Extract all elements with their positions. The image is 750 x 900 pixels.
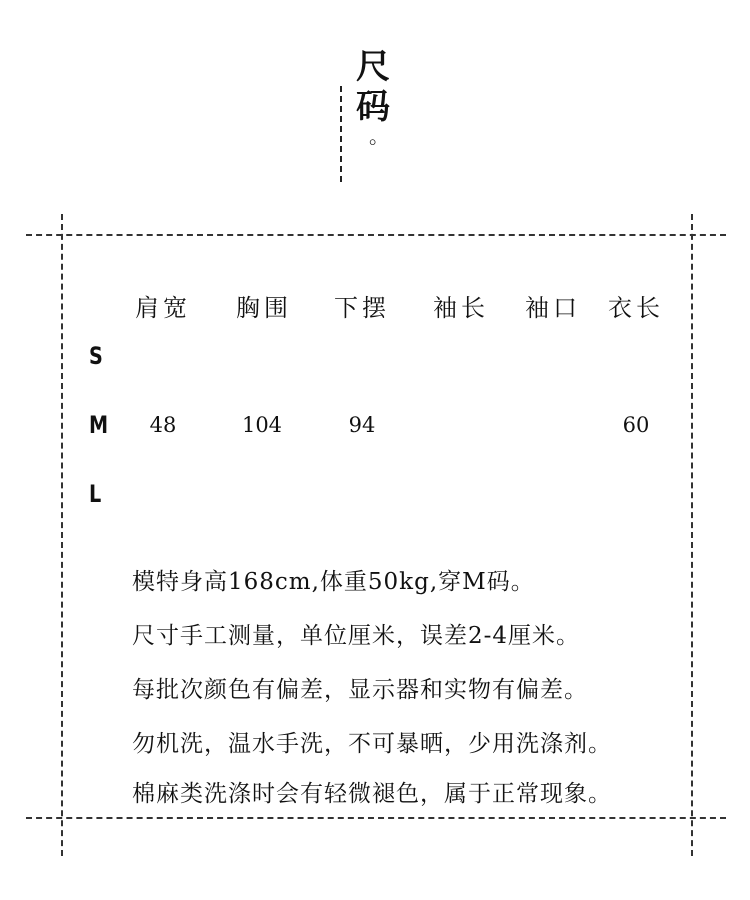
size-label-s: S <box>89 342 103 370</box>
frame-bottom-line <box>26 817 726 819</box>
frame-right-line <box>691 214 693 856</box>
size-label-m: M <box>89 411 109 439</box>
frame-left-line <box>61 214 63 856</box>
note-washing: 勿机洗，温水手洗，不可暴晒，少用洗涤剂。 <box>132 731 612 757</box>
title-dot: 。 <box>369 124 389 148</box>
cell-m-chest: 104 <box>241 413 283 437</box>
cell-m-length: 60 <box>622 413 650 437</box>
header-length: 衣长 <box>608 294 664 322</box>
note-measurement: 尺寸手工测量，单位厘米，误差2-4厘米。 <box>132 623 581 649</box>
note-model-info: 模特身高168cm,体重50kg,穿M码。 <box>132 569 535 595</box>
note-color: 每批次颜色有偏差，显示器和实物有偏差。 <box>132 677 588 703</box>
size-label-l: L <box>89 480 102 508</box>
title-char-1: 尺 <box>356 47 390 87</box>
header-sleeve-length: 袖长 <box>433 294 489 322</box>
title-char-2: 码 <box>356 87 390 127</box>
cell-m-hem: 94 <box>348 413 376 437</box>
header-hem: 下摆 <box>334 294 390 322</box>
header-chest: 胸围 <box>236 294 292 322</box>
frame-top-line <box>26 234 726 236</box>
note-fading: 棉麻类洗涤时会有轻微褪色，属于正常现象。 <box>132 781 612 807</box>
title-divider <box>340 86 342 182</box>
header-cuff: 袖口 <box>525 294 581 322</box>
cell-m-shoulder: 48 <box>149 413 177 437</box>
page-title <box>336 44 406 154</box>
header-shoulder: 肩宽 <box>135 294 191 322</box>
